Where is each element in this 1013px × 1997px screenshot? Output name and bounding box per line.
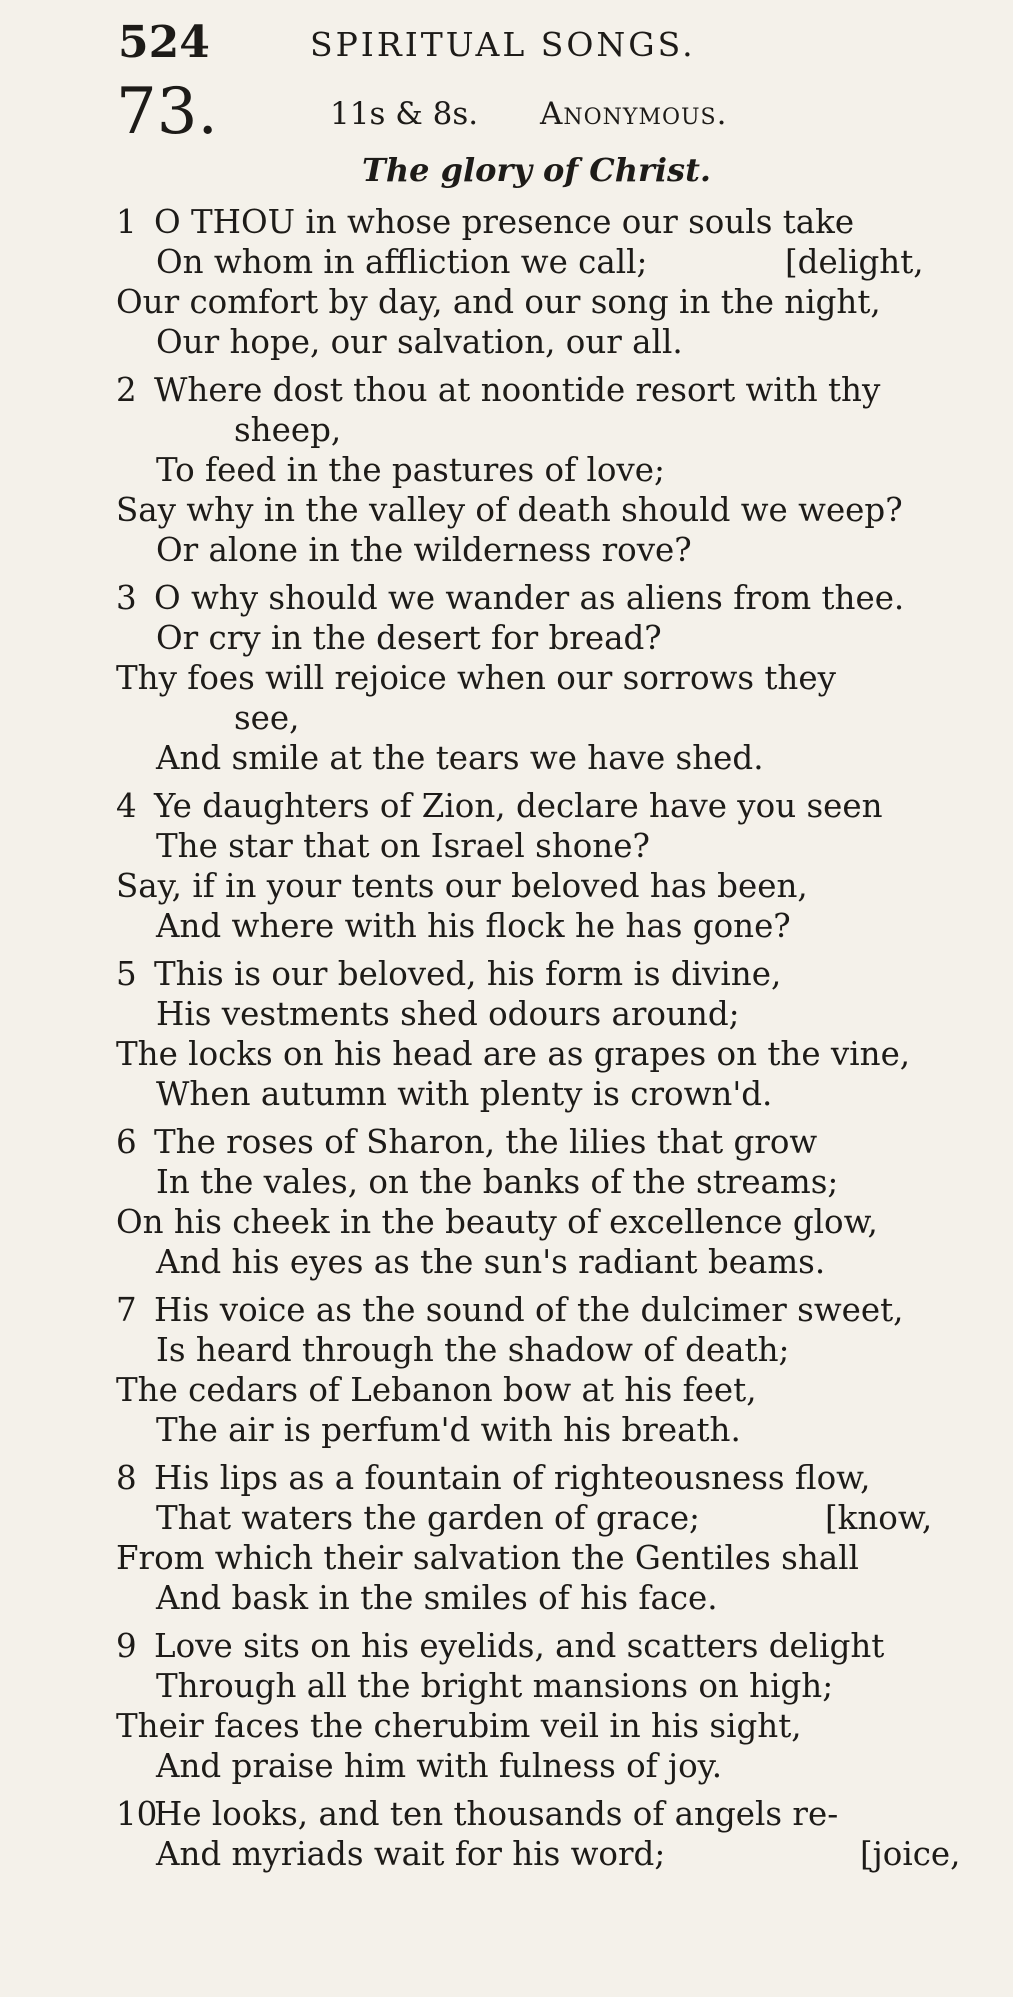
verse-line <box>0 906 1013 946</box>
verse-text: His vestments shed odours around; <box>156 995 740 1033</box>
carry-over-word: [delight, <box>785 243 924 281</box>
verse-text: And smile at the tears we have shed. <box>156 739 764 777</box>
stanza <box>0 1794 1013 1874</box>
hymn-heading <box>116 76 976 148</box>
verse-line <box>0 658 1013 698</box>
verse-text: On whom in affliction we call; <box>156 243 648 281</box>
verse-text: Love sits on his eyelids, and scatters delight <box>154 1627 885 1665</box>
hymn-title: The glory of Christ. <box>362 151 711 189</box>
verse-line <box>0 1410 1013 1450</box>
verse-line <box>0 1034 1013 1074</box>
verse-text: This is our beloved, his form is divine, <box>154 955 782 993</box>
verse-line <box>0 618 1013 658</box>
hymn-meter: 11s & 8s. <box>330 96 479 132</box>
verse-line <box>0 410 1013 450</box>
verse-line <box>0 826 1013 866</box>
verse-line <box>0 1162 1013 1202</box>
stanza-number: 1 <box>116 203 137 241</box>
verse-line <box>0 1370 1013 1410</box>
verse-line <box>0 1834 1013 1874</box>
verse-text: And bask in the smiles of his face. <box>156 1579 718 1617</box>
verse-line <box>0 530 1013 570</box>
verse-line <box>0 1706 1013 1746</box>
verse-line <box>0 1330 1013 1370</box>
stanza-list <box>0 202 1013 1882</box>
verse-text: Thy foes will rejoice when our sorrows they <box>116 659 836 697</box>
verse-line <box>0 1538 1013 1578</box>
verse-line <box>0 1578 1013 1618</box>
verse-text: Say why in the valley of death should we weep? <box>116 491 903 529</box>
verse-text: To feed in the pastures of love; <box>156 451 665 489</box>
verse-text: see, <box>234 699 300 737</box>
verse-line <box>0 490 1013 530</box>
stanza <box>0 370 1013 570</box>
verse-text: The star that on Israel shone? <box>156 827 650 865</box>
verse-line <box>0 282 1013 322</box>
verse-line <box>0 1122 1013 1162</box>
stanza <box>0 1626 1013 1786</box>
verse-line <box>0 1746 1013 1786</box>
hymn-number: 73. <box>116 75 218 149</box>
verse-text: Our hope, our salvation, our all. <box>156 323 683 361</box>
verse-text: And his eyes as the sun's radiant beams. <box>156 1243 826 1281</box>
verse-line <box>0 1666 1013 1706</box>
stanza <box>0 1290 1013 1450</box>
stanza-number: 10 <box>116 1795 158 1833</box>
verse-line <box>0 866 1013 906</box>
verse-text: And myriads wait for his word; <box>156 1835 666 1873</box>
verse-text: Where dost thou at noontide resort with thy <box>154 371 881 409</box>
stanza <box>0 954 1013 1114</box>
hymn-author: Anonymous. <box>540 96 728 132</box>
stanza <box>0 202 1013 362</box>
verse-text: The roses of Sharon, the lilies that grow <box>154 1123 818 1161</box>
verse-line <box>0 786 1013 826</box>
verse-text: Their faces the cherubim veil in his sight, <box>116 1707 802 1745</box>
verse-text: The locks on his head are as grapes on the vine, <box>116 1035 911 1073</box>
verse-text: And praise him with fulness of joy. <box>156 1747 723 1785</box>
verse-line <box>0 370 1013 410</box>
verse-line <box>0 322 1013 362</box>
stanza-number: 2 <box>116 371 137 409</box>
verse-line <box>0 1074 1013 1114</box>
verse-text: That waters the garden of grace; <box>156 1499 701 1537</box>
verse-line <box>0 1498 1013 1538</box>
stanza-number: 7 <box>116 1291 137 1329</box>
verse-text: sheep, <box>234 411 342 449</box>
verse-line <box>0 1290 1013 1330</box>
verse-line <box>0 1242 1013 1282</box>
verse-text: His lips as a fountain of righteousness flow, <box>154 1459 871 1497</box>
running-title: SPIRITUAL SONGS. <box>310 25 696 64</box>
verse-text: Ye daughters of Zion, declare have you seen <box>154 787 883 825</box>
stanza-number: 4 <box>116 787 137 825</box>
verse-text: The cedars of Lebanon bow at his feet, <box>116 1371 757 1409</box>
stanza <box>0 786 1013 946</box>
stanza-number: 5 <box>116 955 137 993</box>
verse-text: And where with his flock he has gone? <box>156 907 791 945</box>
page-number: 524 <box>118 17 210 68</box>
verse-line <box>0 738 1013 778</box>
verse-text: Through all the bright mansions on high; <box>156 1667 834 1705</box>
verse-text: Or cry in the desert for bread? <box>156 619 662 657</box>
verse-line <box>0 242 1013 282</box>
page-header <box>118 14 978 72</box>
verse-text: Our comfort by day, and our song in the night, <box>116 283 881 321</box>
carry-over-word: [know, <box>825 1499 933 1537</box>
verse-line <box>0 450 1013 490</box>
verse-text: Is heard through the shadow of death; <box>156 1331 790 1369</box>
verse-text: On his cheek in the beauty of excellence glow, <box>116 1203 878 1241</box>
verse-text: The air is perfum'd with his breath. <box>156 1411 741 1449</box>
verse-text: Say, if in your tents our beloved has been, <box>116 867 808 905</box>
verse-line <box>0 698 1013 738</box>
stanza <box>0 578 1013 778</box>
verse-text: O THOU in whose presence our souls take <box>154 203 855 241</box>
stanza <box>0 1458 1013 1618</box>
verse-text: In the vales, on the banks of the streams; <box>156 1163 839 1201</box>
verse-text: When autumn with plenty is crown'd. <box>156 1075 773 1113</box>
verse-line <box>0 1794 1013 1834</box>
verse-line <box>0 578 1013 618</box>
stanza-number: 9 <box>116 1627 137 1665</box>
verse-line <box>0 1202 1013 1242</box>
stanza <box>0 1122 1013 1282</box>
verse-line <box>0 202 1013 242</box>
verse-text: His voice as the sound of the dulcimer sweet, <box>154 1291 904 1329</box>
verse-line <box>0 1458 1013 1498</box>
verse-text: Or alone in the wilderness rove? <box>156 531 692 569</box>
verse-text: From which their salvation the Gentiles shall <box>116 1539 859 1577</box>
verse-text: O why should we wander as aliens from thee. <box>154 579 905 617</box>
verse-text: He looks, and ten thousands of angels re- <box>154 1795 839 1833</box>
carry-over-word: [joice, <box>860 1835 961 1873</box>
verse-line <box>0 994 1013 1034</box>
verse-line <box>0 1626 1013 1666</box>
stanza-number: 6 <box>116 1123 137 1161</box>
stanza-number: 8 <box>116 1459 137 1497</box>
verse-line <box>0 954 1013 994</box>
stanza-number: 3 <box>116 579 137 617</box>
